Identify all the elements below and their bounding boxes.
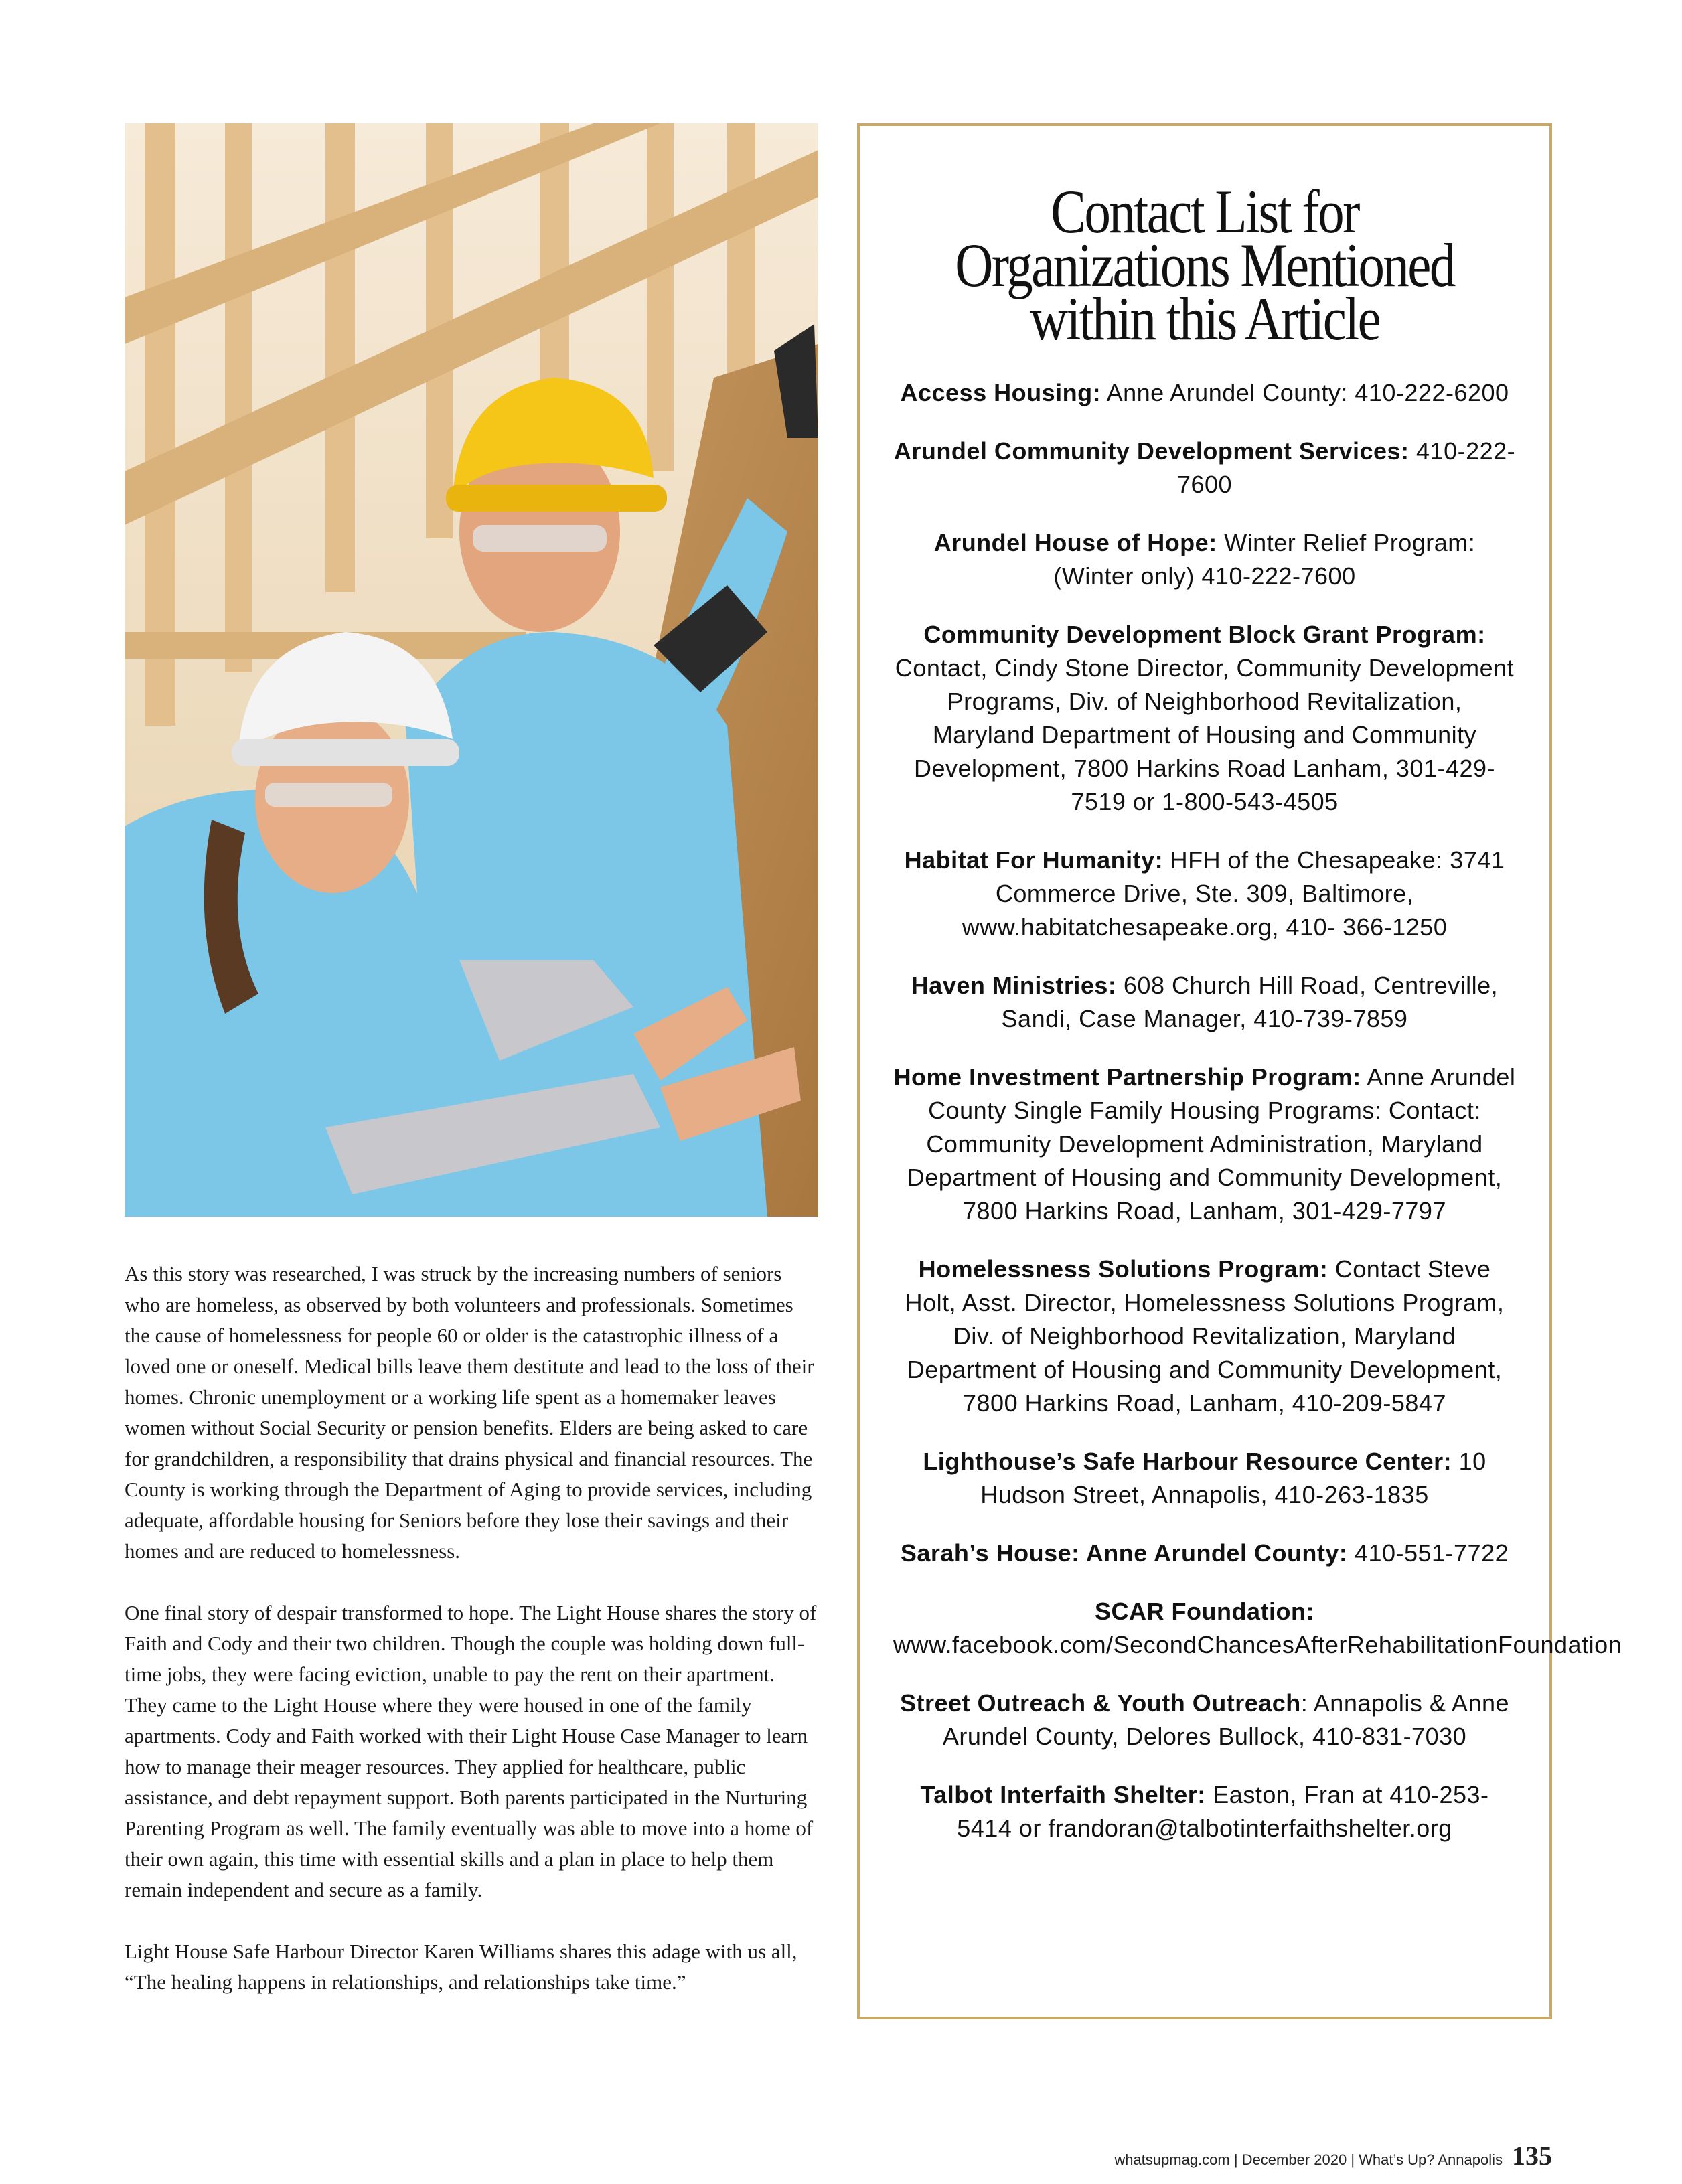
org-name: Access Housing: [900, 379, 1101, 406]
title-line-2: Organizations Mentioned [955, 231, 1454, 299]
contact-entry [893, 844, 1516, 944]
contact-entry [893, 969, 1516, 1036]
org-name: Arundel House of Hope: [933, 529, 1217, 556]
org-name: SCAR Foundation: [1095, 1597, 1314, 1625]
org-name: Habitat For Humanity: [904, 846, 1164, 874]
org-name: Talbot Interfaith Shelter: [920, 1781, 1206, 1808]
org-name: Home Investment Partnership Program: [893, 1063, 1361, 1091]
contact-entry [893, 1061, 1516, 1228]
contact-entry [893, 376, 1516, 410]
contact-list-box [857, 123, 1622, 2019]
contact-entry [893, 1253, 1516, 1420]
org-detail: 410-222-7600 [1176, 437, 1516, 498]
org-name: Lighthouse’s Safe Harbour Resource Center: [923, 1448, 1452, 1475]
contact-list-title [931, 177, 1478, 353]
contact-entries [860, 376, 1622, 1845]
org-detail: Anne Arundel County Single Family Housing Programs: Contact: Community Development Administration, Maryland Department of Housing and Community Development, 7800 Harkins Road, Lanham, 301-429-7797 [907, 1063, 1516, 1225]
contact-entry [893, 1445, 1516, 1512]
org-detail: Winter Relief Program: (Winter only) 410-222-7600 [1053, 529, 1476, 590]
org-detail: Contact Steve Holt, Asst. Director, Homelessness Solutions Program, Div. of Neighborhood Revitalization, Maryland Department of Housing and Community Development, 7800 Harkins Road, Lanham, 410-209-5847 [905, 1255, 1505, 1417]
org-name: Arundel Community Development Services: [893, 437, 1409, 465]
org-name: Homelessness Solutions Program: [918, 1255, 1328, 1283]
title-line-1: Contact List for [1051, 177, 1359, 246]
org-name: Sarah’s House: Anne Arundel County: [900, 1539, 1348, 1567]
article-paragraph-1: As this story was researched, I was struck by the increasing numbers of seniors who are homeless, as observed by both volunteers and professionals. Sometimes the cause of homelessness for people 60 or older is the catastrophic illness of a loved one or oneself. Medical bills leave them destitute and lead to the loss of their homes. Chronic unemployment or a working life spent as a homemaker leaves women without Social Security or pension benefits. Elders are being asked to care for grandchildren, a responsibility that drains physical and financial resources. The County is working through the Department of Aging to provide services, including adequate, affordable housing for Seniors before they lose their savings and their homes and are reduced to homelessness. [125, 1262, 814, 1563]
contact-entry [893, 526, 1516, 593]
org-detail: Contact, Cindy Stone Director, Community Development Programs, Div. of Neighborhood Revitalization, Maryland Department of Housing and Community Development, 7800 Harkins Road Lanham, 301-429-7519 or 1-800-543-4505 [895, 654, 1515, 815]
org-detail: Easton, Fran at 410-253-5414 or frandoran@talbotinterfaithshelter.org [957, 1781, 1489, 1842]
footer-text: whatsupmag.com | December 2020 | What’s Up? Annapolis [1114, 2151, 1503, 2168]
page-number: 135 [1512, 2140, 1552, 2171]
volunteers-photo [125, 123, 818, 1217]
org-detail: www.facebook.com/SecondChancesAfterRehabilitationFoundation [893, 1631, 1622, 1658]
org-detail: 10 Hudson Street, Annapolis, 410-263-1835 [980, 1448, 1486, 1508]
org-detail: 608 Church Hill Road, Centreville, Sandi, Case Manager, 410-739-7859 [1001, 971, 1499, 1032]
org-name: Street Outreach & Youth Outreach [899, 1689, 1301, 1717]
org-detail: Anne Arundel County: 410-222-6200 [1101, 379, 1509, 406]
contact-entry [893, 435, 1516, 501]
contact-entry [893, 1687, 1516, 1753]
article-body [125, 1259, 821, 2029]
contact-entry [893, 1595, 1622, 1662]
org-name: Haven Ministries: [911, 971, 1117, 999]
article-paragraph-3: Light House Safe Harbour Director Karen Williams shares this adage with us all, “The healing happens in relationships, and relationships take time.” [125, 1940, 797, 1994]
org-detail: HFH of the Chesapeake: 3741 Commerce Drive, Ste. 309, Baltimore, www.habitatchesapeake.org, 410- 366-1250 [962, 846, 1505, 941]
contact-entry [893, 1778, 1516, 1845]
article-paragraph-2: One final story of despair transformed to hope. The Light House shares the story of Faith and Cody and their two children. Though the couple was holding down full-time jobs, they were facing eviction, unable to pay the rent on their apartment. They came to the Light House where they were housed in one of the family apartments. Cody and Faith worked with their Light House Case Manager to learn how to manage their meager resources. They applied for healthcare, public assistance, and debt repayment support. Both parents participated in the Nurturing Parenting Program as well. The family eventually was able to move into a home of their own again, this time with essential skills and a plan in place to help them remain independent and secure as a family. [125, 1601, 817, 1901]
contact-entry [893, 1537, 1516, 1570]
contact-entry [893, 618, 1516, 819]
title-line-3: within this Article [1029, 285, 1380, 353]
org-detail: : Annapolis & Anne Arundel County, Delores Bullock, 410-831-7030 [942, 1689, 1510, 1750]
org-name: Community Development Block Grant Program: [923, 621, 1486, 648]
page-footer [1114, 2140, 1552, 2171]
org-detail: 410-551-7722 [1347, 1539, 1509, 1567]
